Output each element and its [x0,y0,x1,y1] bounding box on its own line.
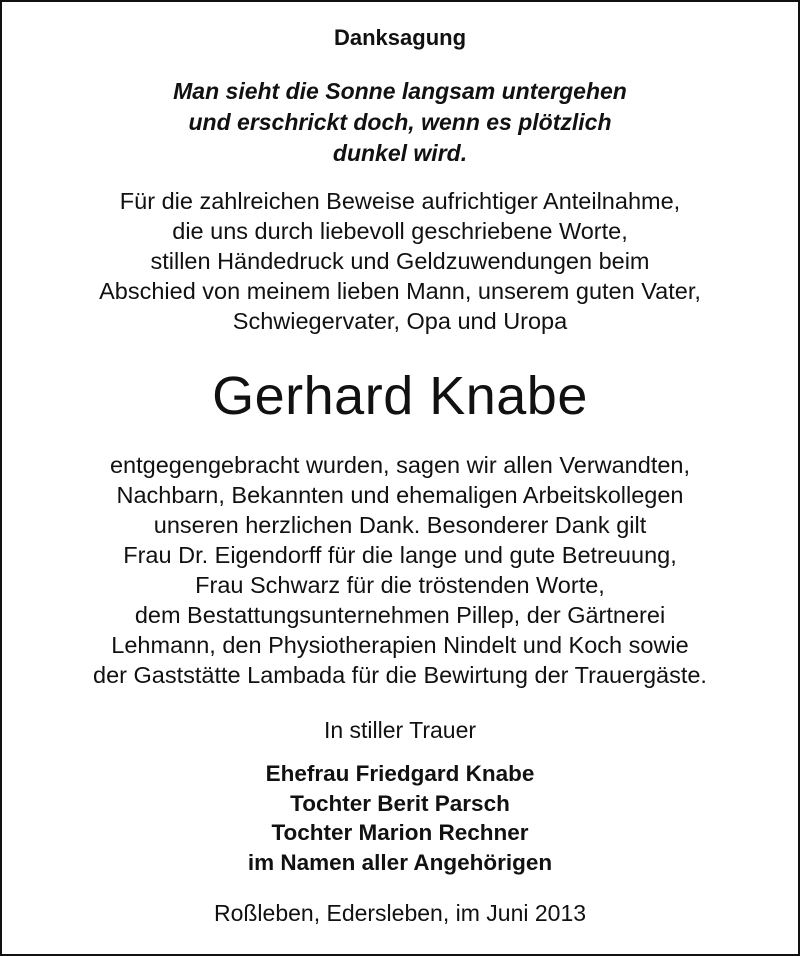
quote-line: und erschrickt doch, wenn es plötzlich [188,109,612,135]
notice-heading: Danksagung [333,25,467,50]
thanks-line: entgegengebracht wurden, sagen wir allen Verwandten, [109,452,691,478]
thanks-line: Frau Dr. Eigendorff für die lange und gute Betreuung, [123,542,677,568]
quote-line: dunkel wird. [332,140,468,166]
intro-line: Abschied von meinem lieben Mann, unserem guten Vater, [99,278,701,304]
deceased-name: Gerhard Knabe [212,366,588,426]
thanks-line: der Gaststätte Lambada für die Bewirtung der Trauergäste. [93,662,707,688]
intro-line: die uns durch liebevoll geschriebene Worte, [172,218,628,244]
thanks-line: Frau Schwarz für die tröstenden Worte, [195,572,605,598]
thanks-line: Lehmann, den Physiotherapien Nindelt und Koch sowie [111,632,689,658]
mourning-line: In stiller Trauer [323,717,477,743]
intro-paragraph [0,186,800,336]
intro-line: Schwiegervater, Opa und Uropa [232,308,568,334]
thanks-paragraph [0,450,800,690]
quote [0,76,800,169]
thanks-line: unseren herzlichen Dank. Besonderer Dank gilt [153,512,647,538]
signers [0,759,800,877]
intro-line: stillen Händedruck und Geldzuwendungen beim [150,248,650,274]
signer-line: im Namen aller Angehörigen [247,849,553,875]
signer-line: Tochter Berit Parsch [290,790,510,816]
thanks-line: Nachbarn, Bekannten und ehemaligen Arbeitskollegen [116,482,684,508]
thanks-line: dem Bestattungsunternehmen Pillep, der Gärtnerei [134,602,666,628]
intro-line: Für die zahlreichen Beweise aufrichtiger Anteilnahme, [119,188,681,214]
signer-line: Tochter Marion Rechner [271,820,529,845]
signer-line: Ehefrau Friedgard Knabe [265,761,535,786]
place-date: Roßleben, Edersleben, im Juni 2013 [213,900,587,926]
quote-line: Man sieht die Sonne langsam untergehen [173,78,627,104]
